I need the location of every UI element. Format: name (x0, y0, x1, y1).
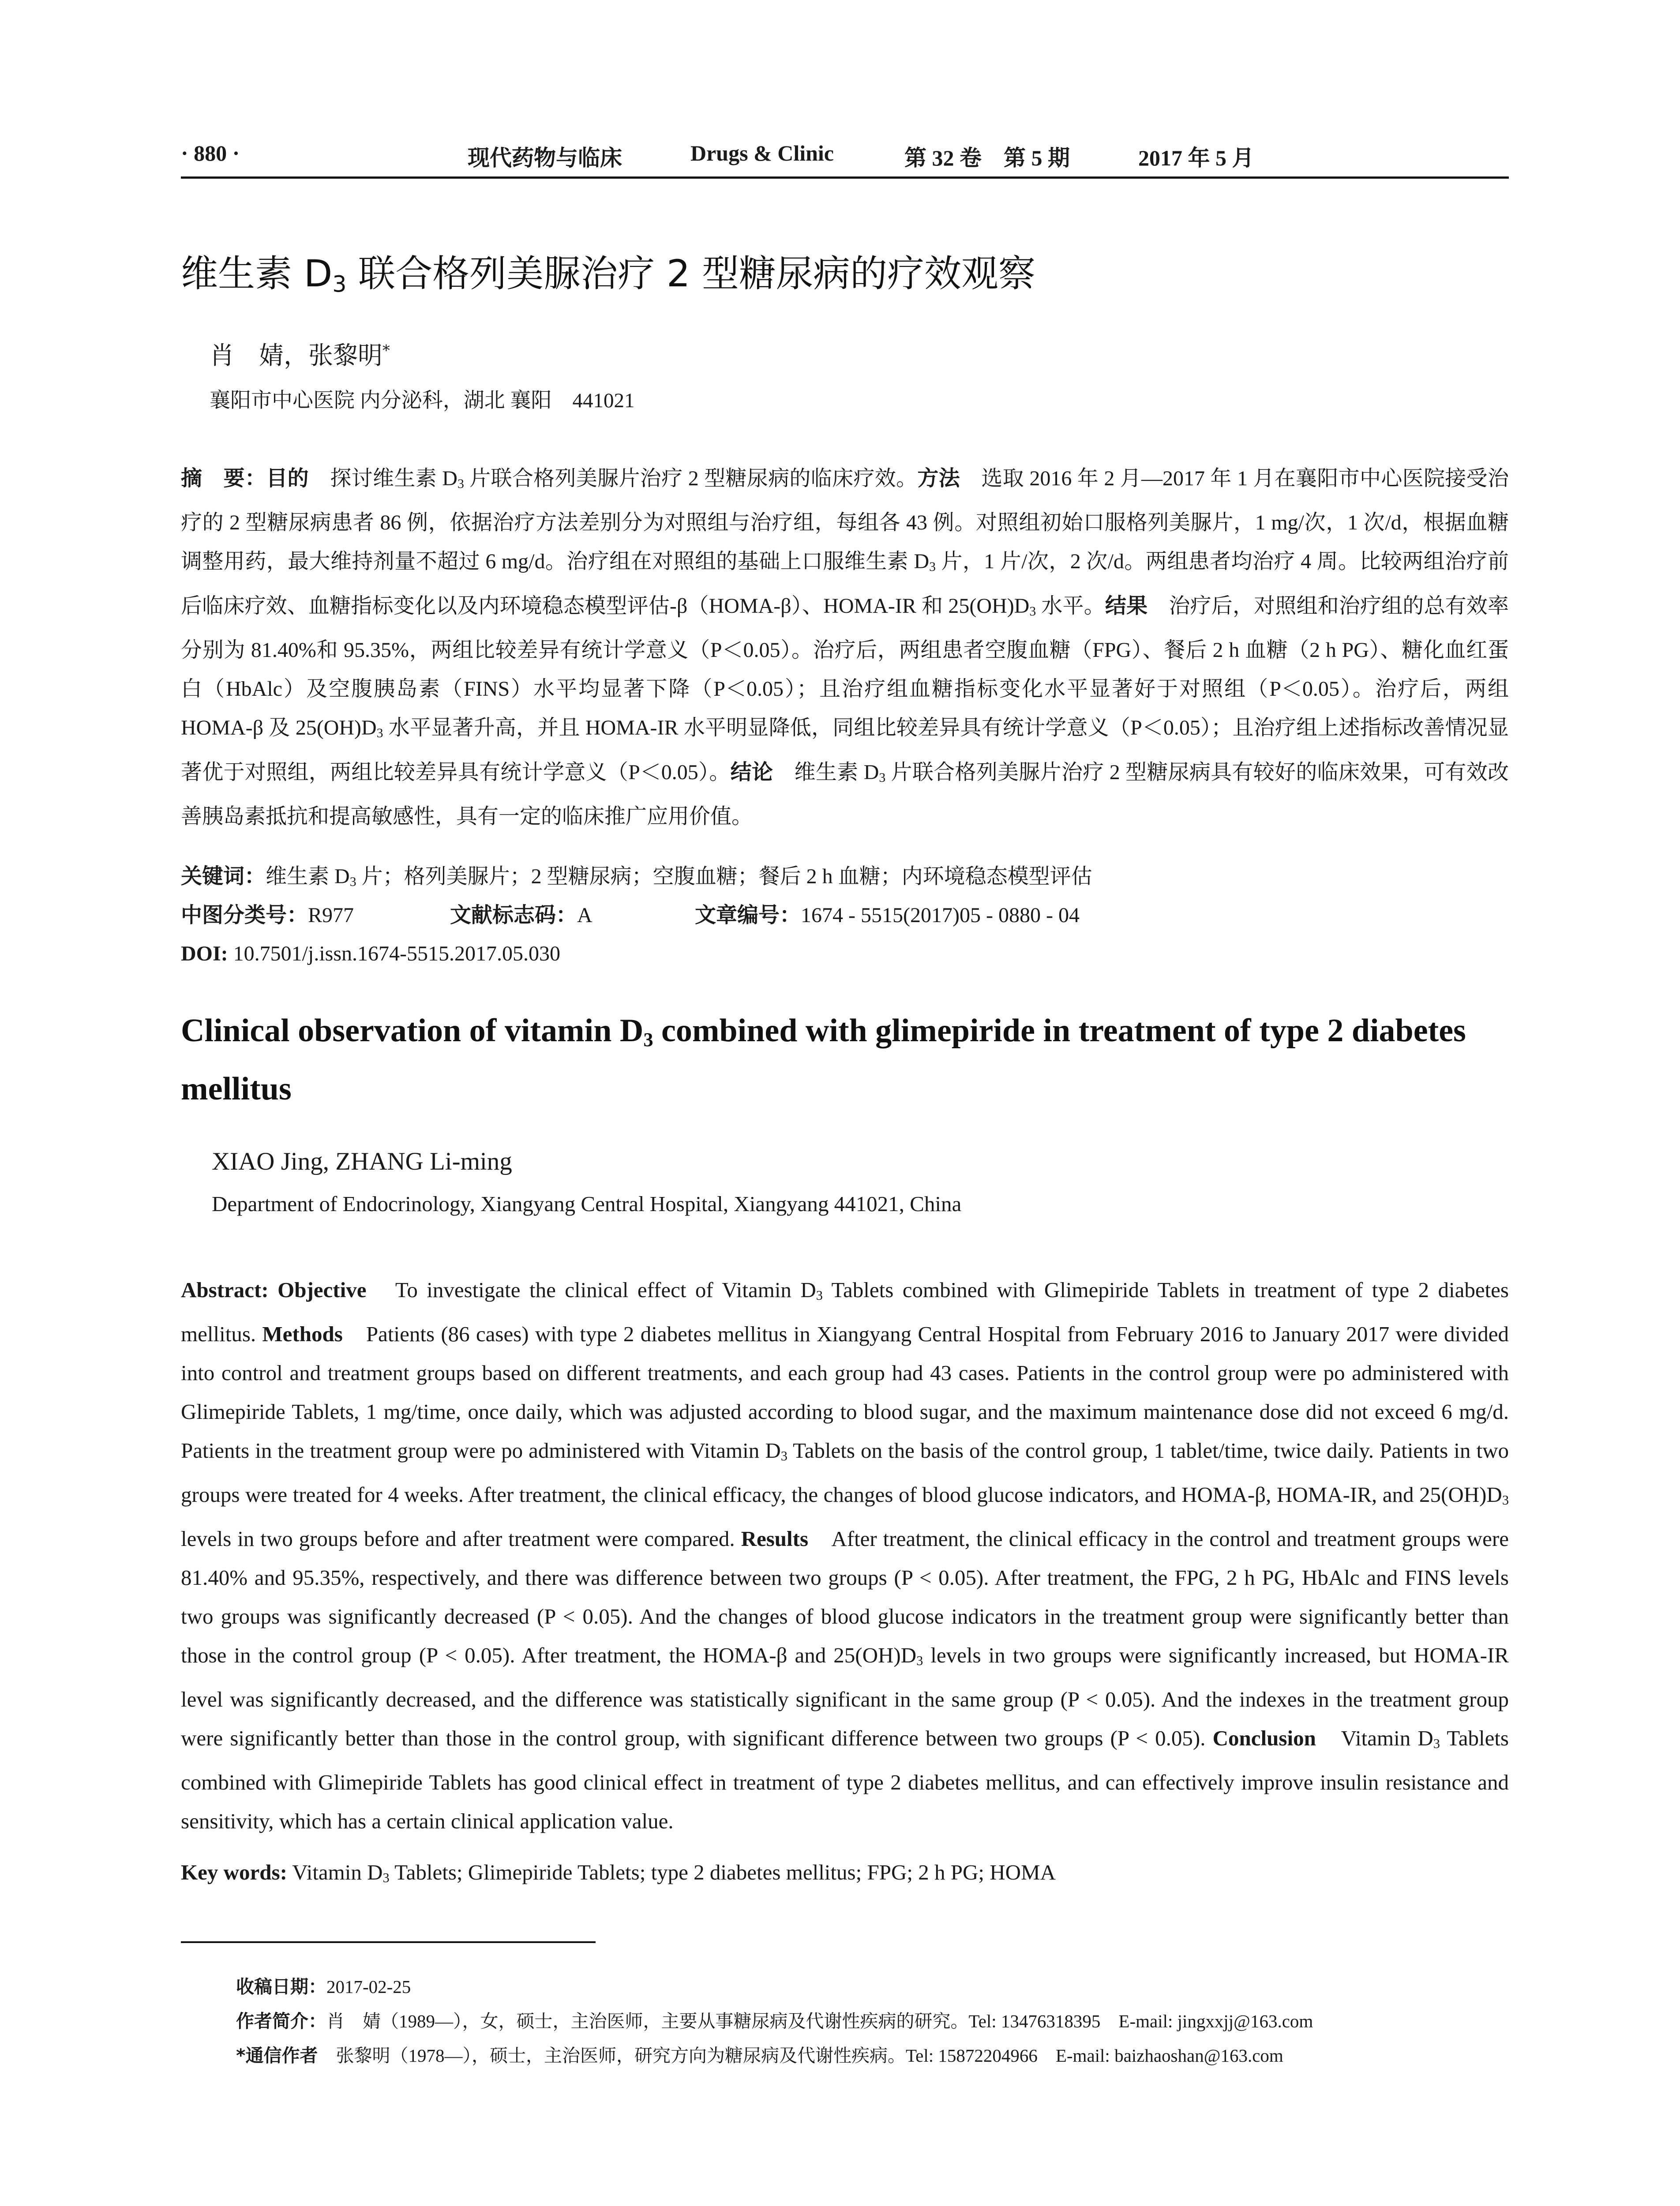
conclusion-label-cn: 结论 (730, 759, 773, 784)
article-number (695, 896, 1080, 935)
subscript: 3 (929, 559, 936, 574)
authors-cn (210, 336, 390, 371)
class-label: 中图分类号： (181, 903, 308, 927)
abstract-cn (181, 459, 1509, 836)
title-cn-part: 联合格列美脲治疗 2 型糖尿病的疗效观察 (346, 252, 1036, 295)
keywords-text: 片；格列美脲片；2 型糖尿病；空腹血糖；餐后 2 h 血糖；内环境稳态模型评估 (356, 865, 1092, 888)
subscript: 3 (382, 1870, 390, 1886)
doi-link[interactable]: 10.7501/j.issn.1674-5515.2017.05.030 (228, 942, 561, 965)
abstract-text: 维生素 D (773, 760, 879, 784)
volume-issue: 第 32 卷 第 5 期 (904, 146, 1070, 170)
footnote-text: 张黎明（1978—），硕士，主治医师，研究方向为糖尿病及代谢性疾病。Tel: 15872204966 E-mail: baizhaoshan@163.com (318, 2045, 1283, 2066)
conclusion-label-en: Conclusion (1212, 1726, 1316, 1751)
abstract-text: Tablets combined with Glimepiride Tablets has good clinical effect in treatment of type 2 diabetes mellitus, and can effectively improve insulin resistance and sensitivity, which has a certain clinical application value. (181, 1726, 1509, 1834)
footnote-rule (181, 1941, 596, 1943)
abstract-text: After treatment, the clinical efficacy in the control and treatment groups were 81.40% and 95.35%, respectively, and there was difference between two groups (P < 0.05). After treatment, the FPG, 2 h PG, HbAlc and FINS levels two groups was significantly decreased (P < 0.05). And the changes of blood glucose indicators in the treatment group were significantly better than those in the control group (P < 0.05). After treatment, the HOMA-β and 25(OH)D (181, 1527, 1509, 1668)
doc-value: A (577, 904, 592, 927)
article-label: 文章编号： (695, 903, 801, 927)
affiliation-cn: 襄阳市中心医院 内分泌科，湖北 襄阳 441021 (210, 389, 635, 412)
keywords-text: Vitamin D (287, 1860, 383, 1884)
title-en-subscript: 3 (643, 1028, 653, 1051)
subscript: 3 (457, 476, 464, 491)
abstract-label-cn: 摘 要： (181, 466, 266, 491)
footnote-received (236, 1972, 411, 1998)
class-code (181, 904, 354, 927)
abstract-text: To investigate the clinical effect of Vitamin D (366, 1278, 816, 1302)
methods-label-en: Methods (262, 1322, 343, 1347)
abstract-text: 选取 2016 年 2 月—2017 年 1 月在襄阳市中心医院接受治疗的 2 型糖尿病患者 86 例，依据治疗方法差别分为对照组与治疗组，每组各 43 例。对照组初始口服格列美脲片，1 mg/次，1 次/d，根据血糖调整用药，最大维持剂量不超过 6 mg/d。治疗组在对照组的基础上口服维生素 D (181, 467, 1509, 573)
results-label-en: Results (741, 1527, 809, 1551)
footnote-label: 收稿日期： (236, 1976, 326, 1997)
doi-line (181, 934, 1509, 973)
title-cn-subscript: 3 (332, 271, 347, 297)
keywords-text: 维生素 D (266, 865, 350, 888)
subscript: 3 (349, 874, 356, 889)
footnote-label: *通信作者 (236, 2045, 318, 2066)
abstract-text: Vitamin D (1316, 1726, 1433, 1751)
keywords-label-cn: 关键词： (181, 864, 266, 889)
document-code (450, 896, 592, 935)
abstract-text: Tablets combined with Glimepiride Tablets in treatment of type 2 diabetes mellitus. (181, 1278, 1509, 1347)
objective-label-cn: 目的 (266, 466, 309, 491)
subscript: 3 (916, 1653, 923, 1669)
abstract-text: 水平显著升高，并且 HOMA-IR 水平明显降低，同组比较差异具有统计学意义（P＜0.05）；且治疗组上述指标改善情况显著优于对照组，两组比较差异具有统计学意义（P＜0.05）。 (181, 716, 1509, 784)
class-value: R977 (308, 904, 354, 927)
doc-label: 文献标志码： (450, 903, 578, 927)
subscript: 3 (1433, 1736, 1440, 1752)
subscript: 3 (816, 1288, 823, 1303)
title-en-part: combined with glimepiride in treatment of type 2 diabetes mellitus (181, 1013, 1466, 1107)
footnote-label: 作者简介： (236, 2011, 326, 2032)
subscript: 3 (1029, 604, 1036, 619)
abstract-text: Tablets on the basis of the control group, 1 tablet/time, twice daily. Patients in two groups were treated for 4 weeks. After treatment, the clinical efficacy, the changes of blood glucose indicators, and HOMA-β, HOMA-IR, and 25(OH)D (181, 1438, 1509, 1507)
subscript: 3 (780, 1448, 788, 1464)
footnote-author (236, 2007, 1313, 2033)
abstract-text: 探讨维生素 D (309, 467, 458, 490)
keywords-text: Tablets; Glimepiride Tablets; type 2 diabetes mellitus; FPG; 2 h PG; HOMA (389, 1860, 1056, 1884)
abstract-text: 片联合格列美脲片治疗 2 型糖尿病的临床疗效。 (464, 467, 918, 490)
subscript: 3 (879, 770, 886, 785)
header-rule (181, 176, 1509, 179)
article-value: 1674 - 5515(2017)05 - 0880 - 04 (801, 904, 1080, 927)
footnote-text: 2017-02-25 (326, 1977, 411, 1997)
running-header (181, 140, 1509, 171)
affiliation-en: Department of Endocrinology, Xiangyang Central Hospital, Xiangyang 441021, China (212, 1192, 962, 1216)
page-number: · 880 · (181, 141, 240, 165)
keywords-label-en: Key words: (181, 1860, 287, 1884)
keywords-cn (181, 857, 1509, 901)
title-en-part: Clinical observation of vitamin D (181, 1013, 644, 1049)
keywords-en (181, 1853, 1509, 1897)
corresponding-mark: * (382, 341, 390, 359)
journal-name-en: Drugs & Clinic (690, 141, 834, 165)
abstract-text: Patients (86 cases) with type 2 diabetes mellitus in Xiangyang Central Hospital from February 2016 to January 2017 were divided into control and treatment groups based on different treatments, and each group had 43 cases. Patients in the control group were po administered with Glimepiride Tablets, 1 mg/time, once daily, which was adjusted according to blood sugar, and the maximum maintenance dose did not exceed 6 mg/d. Patients in the treatment group were po administered with Vitamin D (181, 1322, 1509, 1463)
doi-label: DOI: (181, 942, 228, 965)
title-cn-part: 维生素 D (181, 252, 333, 295)
footnote-text: 肖 婧（1989—），女，硕士，主治医师，主要从事糖尿病及代谢性疾病的研究。Tel: 13476318395 E-mail: jingxxjj@163.com (326, 2011, 1313, 2031)
classification-line (181, 896, 1509, 935)
abstract-text: 片联合格列美脲片治疗 2 型糖尿病具有较好的临床效果，可有效改善胰岛素抵抗和提高敏感性，具有一定的临床推广应用价值。 (181, 760, 1509, 828)
authors-cn-names: 肖 婧，张黎明 (210, 341, 382, 370)
abstract-text: levels in two groups were significantly increased, but HOMA-IR level was significantly decreased, and the difference was statistically significant in the same group (P < 0.05). And the indexes in the treatment group were significantly better than those in the control group, with significant difference between two groups (P < 0.05). (181, 1643, 1509, 1751)
subscript: 3 (376, 725, 383, 740)
abstract-text: levels in two groups before and after treatment were compared. (181, 1527, 741, 1551)
abstract-en (181, 1271, 1509, 1841)
issue-date: 2017 年 5 月 (1138, 146, 1254, 170)
article-title-cn (181, 249, 1509, 309)
abstract-label-en: Abstract: Objective (181, 1278, 367, 1302)
abstract-text: 治疗后，对照组和治疗组的总有效率分别为 81.40%和 95.35%，两组比较差异有统计学意义（P＜0.05）。治疗后，两组患者空腹血糖（FPG）、餐后 2 h 血糖（2 h PG）、糖化血红蛋白（HbAlc）及空腹胰岛素（FINS）水平均显著下降（P＜0.05）；且治疗组血糖指标变化水平显著好于对照组（P＜0.05）。治疗后，两组 HOMA-β 及 25(OH)D (181, 594, 1509, 739)
methods-label-cn: 方法 (917, 466, 960, 491)
abstract-text: 片，1 片/次，2 次/d。两组患者均治疗 4 周。比较两组治疗前后临床疗效、血糖指标变化以及内环境稳态模型评估-β（HOMA-β）、HOMA-IR 和 25(OH)D (181, 549, 1509, 618)
journal-name-cn: 现代药物与临床 (468, 146, 622, 170)
article-title-en (181, 1006, 1509, 1114)
results-label-cn: 结果 (1105, 593, 1148, 618)
authors-en: XIAO Jing, ZHANG Li-ming (212, 1148, 512, 1175)
footnote-corresponding (236, 2041, 1283, 2067)
abstract-text: 水平。 (1036, 594, 1105, 618)
subscript: 3 (1502, 1493, 1509, 1508)
